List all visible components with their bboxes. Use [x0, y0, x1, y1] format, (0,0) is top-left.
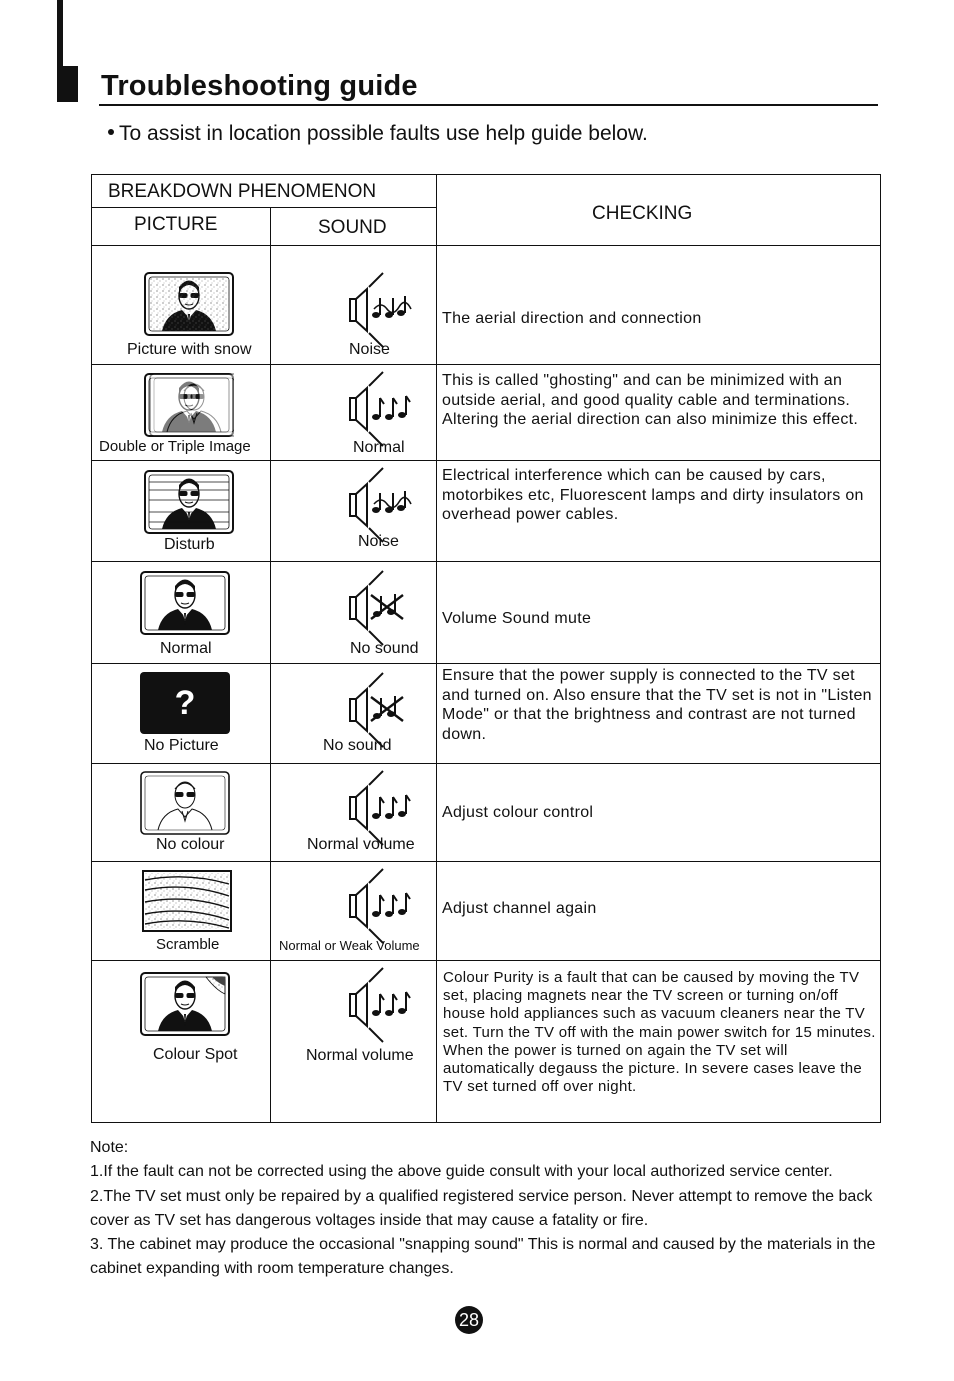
notes-section	[90, 1136, 880, 1282]
table-row	[92, 663, 882, 763]
picture-label: Double or Triple Image	[99, 438, 251, 455]
sound-label: No sound	[350, 640, 419, 657]
tv-ghost-icon	[144, 373, 234, 437]
checking-text: Colour Purity is a fault that can be caused by moving the TV set, placing magnets near the TV screen or turning on/off house hold appliances such as vacuum cleaners near the TV set. Turn the TV off with the main power switch for 15 minutes. When the power is turned on again the TV set will automatically degauss the picture. In severe cases leave the TV set turned off over night.	[443, 969, 876, 1096]
speaker-noise-icon	[347, 269, 417, 349]
sound-label: Normal or Weak Volume	[279, 938, 420, 953]
sound-label: Normal volume	[307, 836, 415, 853]
tv-disturb-icon	[144, 470, 234, 534]
checking-text: Ensure that the power supply is connected to the TV set and turned on. Also ensure that the TV set is not in "Listen Mode" or that the brightness and contrast are not turned down.	[442, 667, 872, 743]
picture-label: No colour	[156, 836, 225, 853]
intro-text	[108, 122, 648, 146]
checking-text: Electrical interference which can be caused by cars, motorbikes etc, Fluorescent lamps and dirty insulators on overhead power cables.	[442, 467, 864, 523]
sound-label: Normal	[353, 439, 405, 456]
sound-label: Noise	[358, 533, 399, 550]
note-item: 3. The cabinet may produce the occasional "snapping sound" This is normal and caused by the materials in the cabinet expanding with room temperature changes.	[90, 1236, 876, 1278]
checking-text: This is called "ghosting" and can be minimized with an outside aerial, and good quality cable and terminations. Altering the aerial direction can also minimize this effect.	[442, 372, 859, 428]
table-row	[92, 861, 882, 960]
checking-text: The aerial direction and connection	[442, 310, 702, 327]
tv-colour-spot-icon	[140, 972, 230, 1036]
sound-label: No sound	[323, 737, 392, 754]
speaker-normal-icon	[347, 865, 417, 945]
note-item: 2.The TV set must only be repaired by a qualified registered service person. Never attempt to remove the back cover as TV set has dangerous voltages inside that may cause a fatality or fire.	[90, 1187, 873, 1229]
speaker-mute-icon	[347, 567, 417, 647]
question-mark-icon: ?	[174, 684, 196, 722]
note-item: 1.If the fault can not be corrected using the above guide consult with your local authorized service center.	[90, 1163, 833, 1181]
picture-label: No Picture	[144, 737, 219, 754]
table-row	[92, 364, 882, 460]
speaker-normal-icon	[347, 368, 417, 448]
picture-label: Scramble	[156, 936, 220, 953]
checking-text: Adjust channel again	[442, 900, 597, 917]
header-divider	[92, 207, 436, 208]
speaker-normal-icon	[347, 964, 417, 1044]
sound-label: Noise	[349, 341, 390, 358]
tv-snow-icon	[144, 272, 234, 336]
picture-label: Picture with snow	[127, 341, 252, 358]
tv-scramble-icon	[142, 870, 232, 932]
bullet-icon	[108, 129, 114, 135]
picture-label: Colour Spot	[153, 1046, 238, 1063]
checking-text: Volume Sound mute	[442, 610, 592, 627]
table-row	[92, 960, 882, 1122]
speaker-noise-icon	[347, 464, 417, 544]
picture-label: Disturb	[164, 536, 215, 553]
title-rule	[99, 104, 878, 106]
checking-text: Adjust colour control	[442, 804, 594, 821]
header-checking: CHECKING	[592, 203, 693, 224]
troubleshooting-table	[91, 174, 881, 1123]
notes-heading: Note:	[90, 1139, 129, 1156]
tv-no-colour-icon	[140, 771, 230, 835]
table-row	[92, 763, 882, 861]
tv-normal-icon	[140, 571, 230, 635]
header-breakdown: BREAKDOWN PHENOMENON	[108, 181, 377, 202]
page-number: 28	[455, 1306, 483, 1334]
table-row	[92, 460, 882, 561]
speaker-normal-icon	[347, 767, 417, 847]
sound-label: Normal volume	[306, 1047, 414, 1064]
header-picture: PICTURE	[134, 214, 218, 235]
no-picture-icon	[140, 672, 230, 734]
table-row	[92, 245, 882, 364]
page-title: Troubleshooting guide	[101, 70, 418, 102]
header-sound: SOUND	[318, 217, 387, 238]
table-row	[92, 561, 882, 663]
sidebar-block	[57, 66, 78, 102]
intro-label: To assist in location possible faults use help guide below.	[119, 122, 648, 145]
picture-label: Normal	[160, 640, 212, 657]
